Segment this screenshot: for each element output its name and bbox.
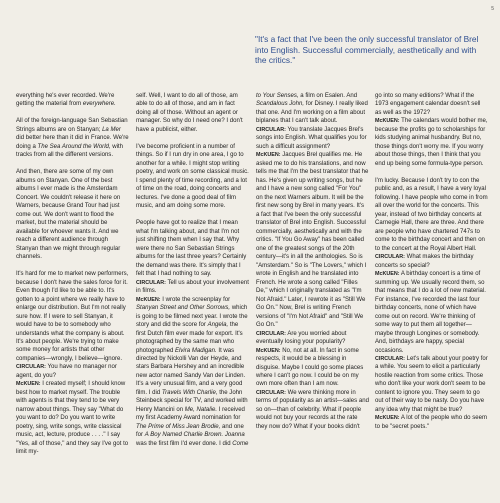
interview-answer: McKUEN: No, not at all. In fact in some respects, it would be a blessing in disguise. Maybe I could go some places where I can't go now. I could be on my own more often than I am now. <box>256 347 364 388</box>
page-number: 5 <box>491 6 494 12</box>
paragraph: go into so many editions? What if the 1973 engagement calendar doesn't sell as well as the 1972? <box>375 93 481 116</box>
interview-answer: McKUEN: A birthday concert is a time of summing up. We usually record them, so that means that I do a lot of new material. For instance, I've recorded the last four birthday concerts, none of which have come out on record. We're thinking of some way to put them all together—maybe through Longines or somebody. And, birthdays are happy, special occasions. <box>375 271 486 354</box>
speaker-label: McKUEN: <box>136 296 161 303</box>
paragraph: And then, there are some of my own albums on Stanyan. One of the best albums I ever made is the Amsterdam Concert. We couldn't release it here on Warners, because Grand Tour had just come out. We don't want to flood the market, but the material should be available for whoever wants it. And we reach a different audience through Stanyan than we might through regular channels. <box>16 169 121 261</box>
interview-question: CIRCULAR: Are you worried about eventually losing your popularity? <box>256 330 347 346</box>
interview-answer: McKUEN: The calendars would bother me, because the profits go to scholarships for kids studying animal husbandry. But no, those things don't worry me. If you worry about those things, then I think that you end up being some formula-type person. <box>375 118 488 167</box>
speaker-label: McKUEN: <box>375 415 400 422</box>
interview-question: CIRCULAR: You have no manager nor agent, do you? <box>16 364 117 379</box>
pull-quote <box>255 34 485 66</box>
interview-question: CIRCULAR: Let's talk about your poetry for a while. You seem to elicit a particularly hostile reaction from some critics. Those who don't like your work don't seem to be content to ignore you. They seem to go out of their way to be nasty. Do you have any idea why that might be true? <box>375 356 488 413</box>
interview-question: CIRCULAR: We were thinking more in terms of popularity as an artist—sales and so on—than of celebrity. What if people would not buy your records at the rate they now do? What if your books didn't <box>256 389 369 430</box>
paragraph: All of the foreign-language San Sebastian Strings albums are on Stanyan; La Mer did better here than it did in France. We're doing a The Sea Around the World, with tracks from all the different versions. <box>16 118 129 159</box>
interview-answer: McKUEN: I created myself; I should know best how to market myself. The trouble with agents is that they tend to be very narrow about things. They say "What do you want to do? Do you want to write poetry, sing, write songs, write classical music, act, lecture, produce . . . ." I say "Yes, all of those," and they say I've got to limit my- <box>16 381 129 456</box>
speaker-label: CIRCULAR: <box>375 254 405 261</box>
text-column-3 <box>256 92 369 431</box>
interview-answer: McKUEN: A lot of the people who do seem to be "secret poets." <box>375 415 487 430</box>
speaker-label: CIRCULAR: <box>16 364 46 371</box>
pull-quote-text: "It's a fact that I've been the only successful translator of Brel into English. Successful commercially, aesthetically and with the critics." <box>255 34 479 66</box>
paragraph: I've become proficient in a number of things. So if I run dry in one area, I go to another for a while. I might stop writing poetry, and work on some classical music. I spend plenty of time recording, and a lot of time on the road, doing concerts and lectures. I've done a good deal of film music, and am doing some more. <box>136 143 249 210</box>
speaker-label: McKUEN: <box>375 271 400 278</box>
speaker-label: McKUEN: <box>16 381 41 388</box>
paragraph: People have got to realize that I mean what I'm talking about, and that I'm not just shifting them when I say that. Why were there no San Sebastian Strings albums for the last three years? Certainly the demand was there. It's simply that I felt that I had nothing to say. <box>136 220 247 278</box>
text-column-1 <box>16 92 129 457</box>
speaker-label: CIRCULAR: <box>256 389 286 396</box>
paragraph: I'm lucky. Because I don't try to con the public and, as a result, I have a very loyal following. I have people who come in from all over the world for the concerts. This year, instead of two birthday concerts at Carnegie Hall, there are three. And there are people who have chartered 747s to come to the birthday concert and then on to the concert at the Royal Albert Hall. <box>375 177 488 252</box>
paragraph: It's hard for me to market new performers, because I don't have the sales force for it. Even though I'd like to be able to. It's gotten to a point where we really have to enlarge our distribution. But I'm not really sure how. If I were to sell Stanyan, it would have to be to somebody who understands what the company is about. It's about people. We're trying to make some money for artists that other companies—wrongly, I believe—ignore. <box>16 271 129 362</box>
interview-question: CIRCULAR: Tell us about your involvement in films. <box>136 279 249 295</box>
speaker-label: McKUEN: <box>256 152 281 159</box>
paragraph: self. Well, I want to do all of those, am able to do all of those, and am in fact doing all of those. Without an agent or manager. So why do I need one? I don't have a publicist, either. <box>136 93 243 133</box>
speaker-label: CIRCULAR: <box>136 279 166 286</box>
interview-answer: McKUEN: I wrote the screenplay for Stanyan Street and Other Sorrows, which is going to be filmed next year. I wrote the story and did the score for Angela, the first Dutch film ever made for export. It's photographed by the same man who photographed Elvira Madigan. It was directed by Nickolli Van der Heyde, and stars Barbara Hershey and an incredible new actor named Sandy Van der Linden. It's a very unusual film, and a very good film. I did Travels With Charlie, the John Steinbeck special for TV, and worked with Henry Mancini on Me, Natalie. I received my first Academy Award nomination for The Prime of Miss Jean Brodie, and one for A Boy Named Charlie Brown. Joanna was the first film I'd ever done. I did Come <box>136 296 249 447</box>
speaker-label: CIRCULAR: <box>256 126 286 133</box>
speaker-label: McKUEN: <box>375 118 400 125</box>
paragraph: everything he's ever recorded. We're getting the material from everywhere. <box>16 93 116 108</box>
text-column-4 <box>375 92 488 431</box>
text-column-2 <box>136 92 249 448</box>
interview-question: CIRCULAR: What makes the birthday concerts so special? <box>375 254 474 269</box>
speaker-label: CIRCULAR: <box>256 330 286 337</box>
interview-question: CIRCULAR: You translate Jacques Brel's songs into English. What qualifies you for such a difficult assignment? <box>256 126 367 150</box>
speaker-label: CIRCULAR: <box>375 356 405 362</box>
speaker-label: McKUEN: <box>256 347 281 354</box>
paragraph: to Your Senses, a film on Esalen. And Scandalous John, for Disney. I really liked that one. And I'm working on a film about biplanes that I can't talk about. <box>256 93 368 125</box>
interview-answer: McKUEN: Jacques Brel qualifies me. He asked me to do his translations, and now tells me that I'm the best translator that he has. He's given up writing songs, but he and I have a new song called "For You" on the next Warners album. It will be the first new song by Brel in many years. It's a fact that I've been the only successful translator of Brel into English. Successful commercially, aesthetically and with the critics. "If You Go Away" has been called one of the greatest songs of the 20th century—it's in all the anthologies. So is "Amsterdam." So is "The Lovers," which I wrote in English and he translated into French. He wrote a song called "Filles De," which I originally translated as "I'm Not Afraid." Later, I rewrote it as "Still We Go On." Now, Brel is writing French versions of "I'm Not Afraid" and "Still We Go On." <box>256 152 369 329</box>
